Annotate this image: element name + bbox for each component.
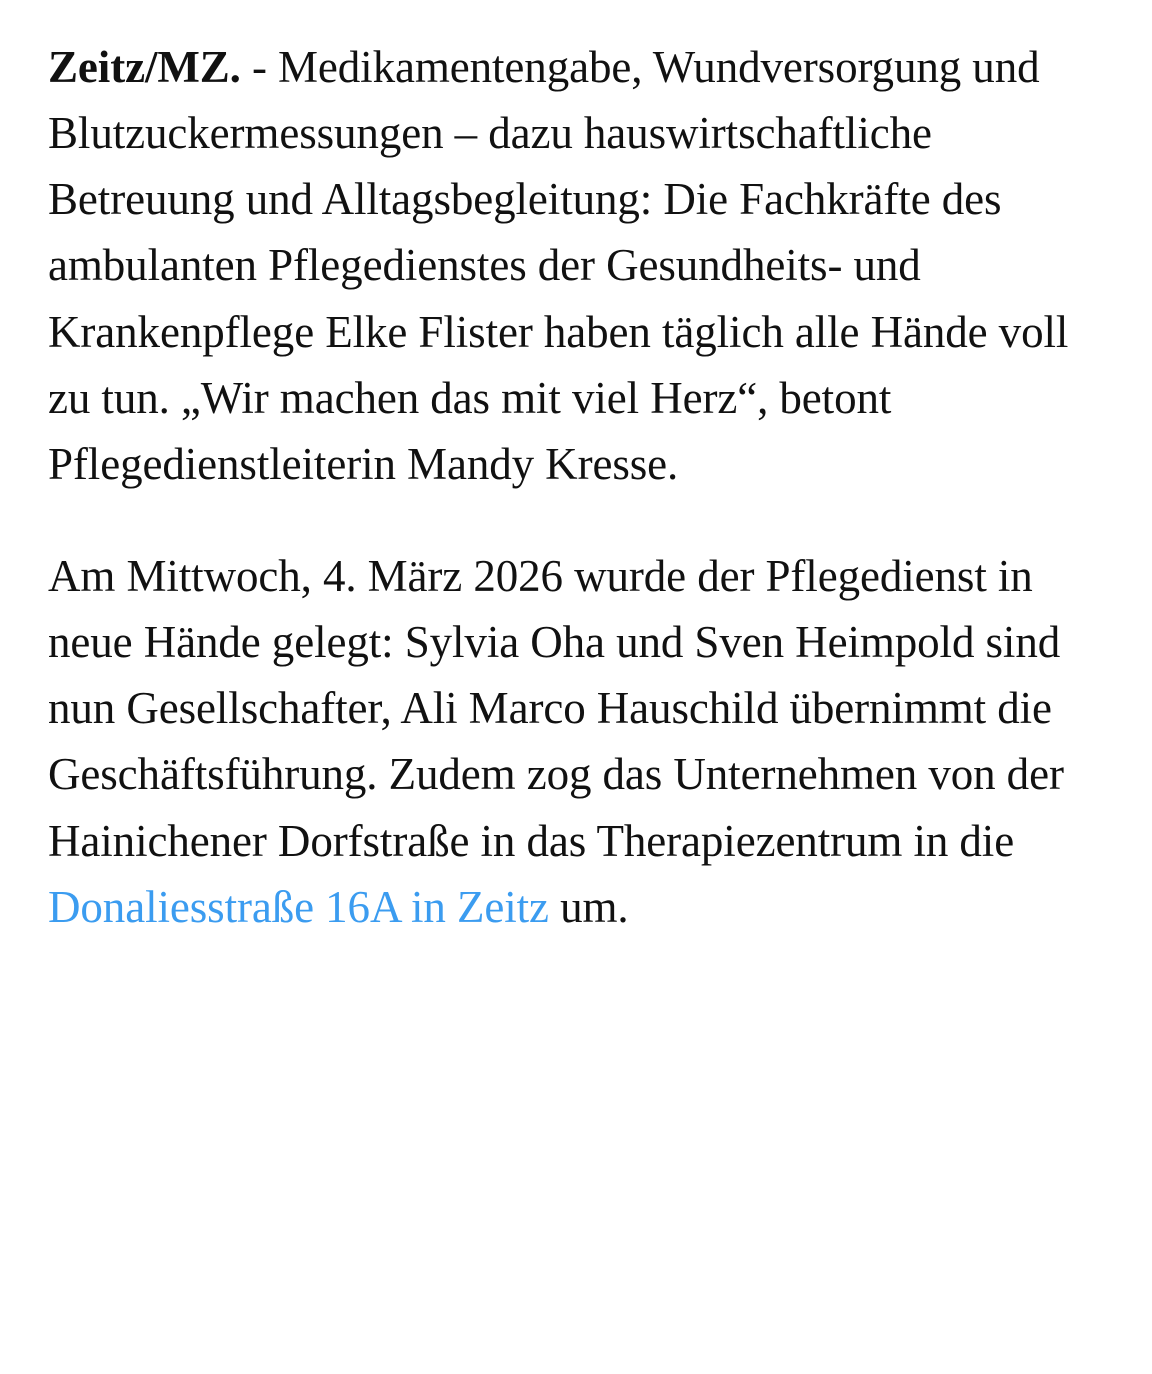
- address-link[interactable]: Donaliesstraße 16A in Zeitz: [48, 881, 549, 932]
- article-paragraph-2: [48, 543, 1104, 940]
- article-paragraph-2-text-before-link: Am Mittwoch, 4. März 2026 wurde der Pflegedienst in neue Hände gelegt: Sylvia Oha und Sven Heimpold sind nun Gesellschafter, Ali Marco Hauschild übernimmt die Geschäftsführung. Zudem zog das Unternehmen von der Hainichener Dorfstraße in das Therapiezentrum in die: [48, 550, 1064, 866]
- article-paragraph-1-text: - Medikamentengabe, Wundversorgung und Blutzuckermessungen – dazu hauswirtschaftliche Betreuung und Alltagsbegleitung: Die Fachkräfte des ambulanten Pflegedienstes der Gesundheits- und Krankenpflege Elke Flister haben täglich alle Hände voll zu tun. „Wir machen das mit viel Herz“, betont Pflegedienstleiterin Mandy Kresse.: [48, 42, 1069, 489]
- article-paragraph-1: [48, 34, 1104, 497]
- article-dateline: Zeitz/MZ.: [48, 42, 241, 92]
- article-paragraph-2-text-after-link: um.: [548, 881, 629, 932]
